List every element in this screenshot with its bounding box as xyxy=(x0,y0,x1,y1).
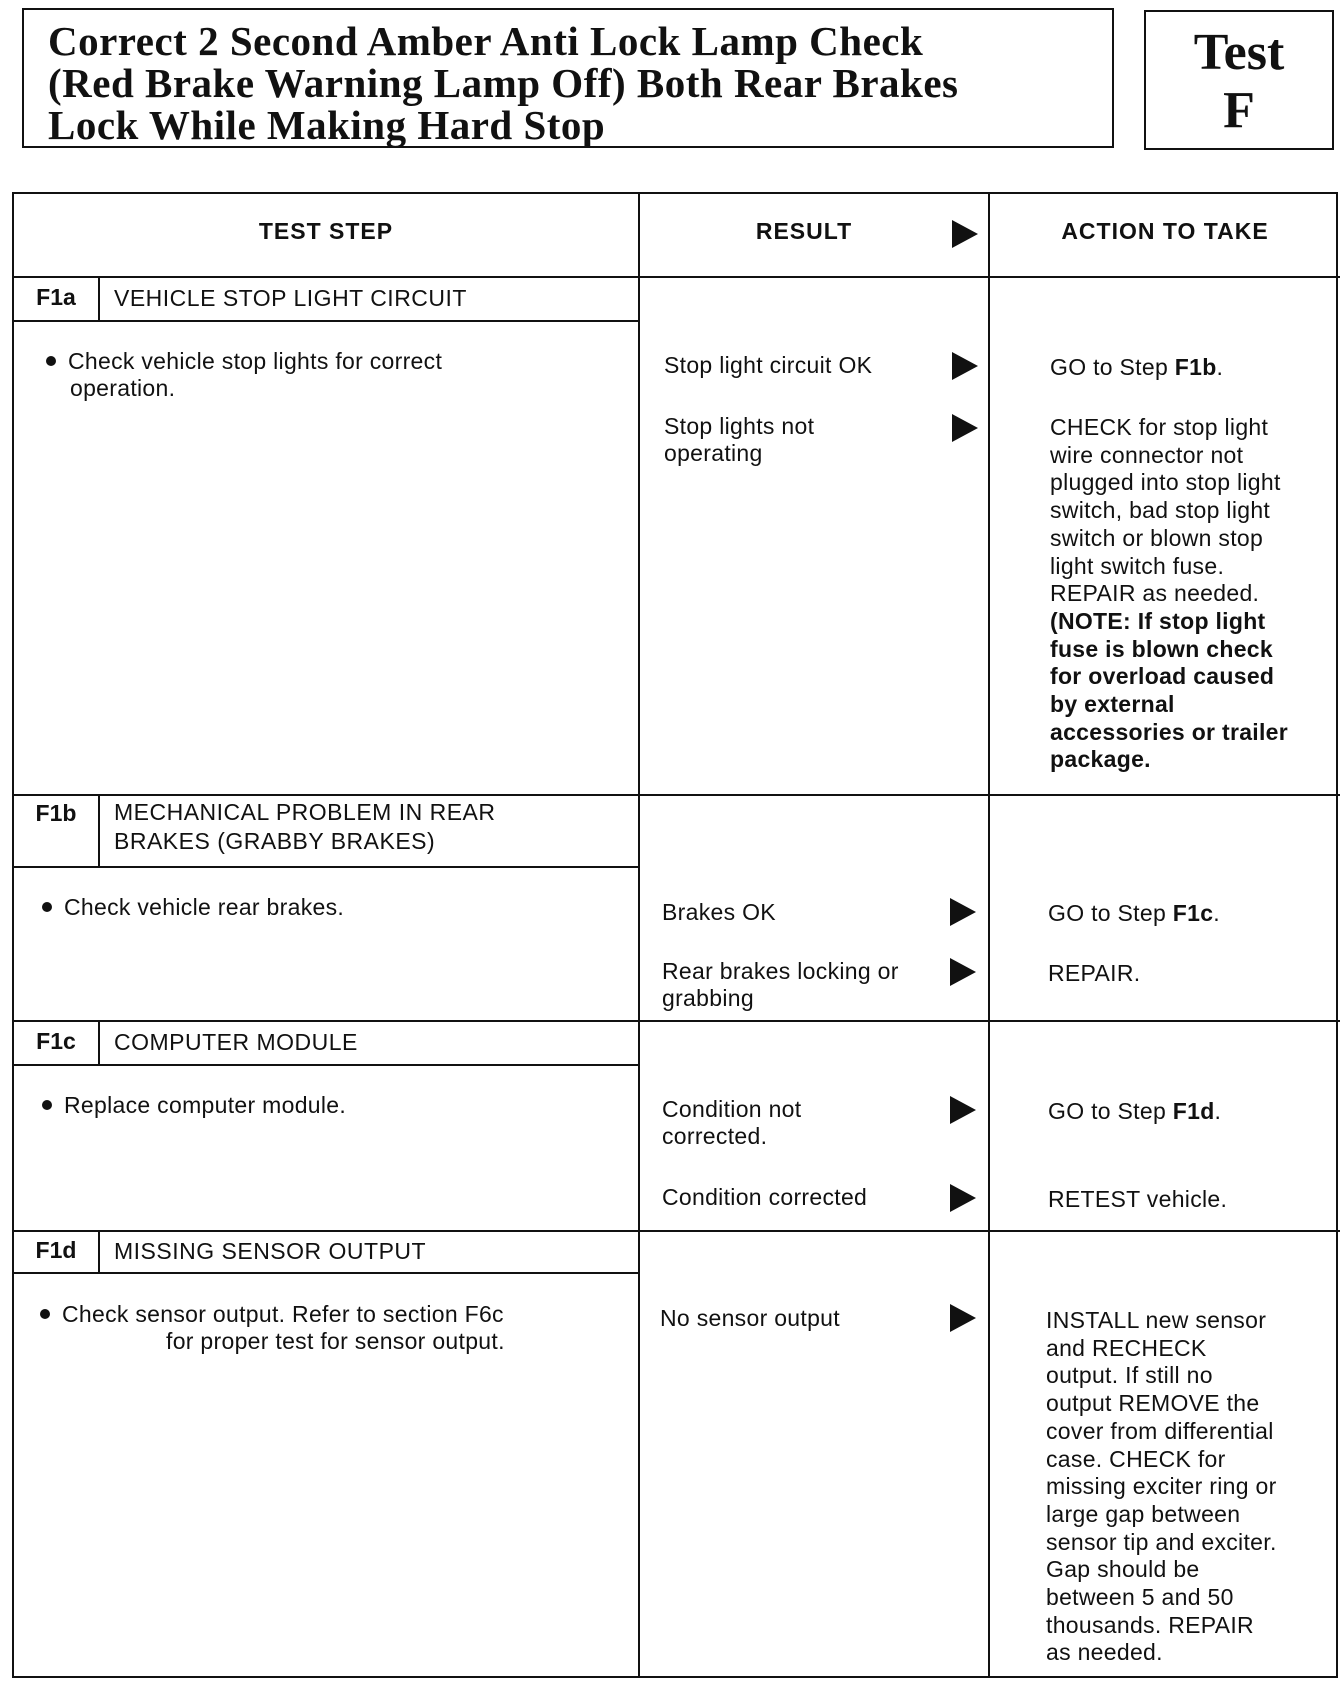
step-divider xyxy=(14,1020,1340,1022)
action-suffix: . xyxy=(1213,900,1220,926)
result-text xyxy=(664,413,954,467)
step-instruction xyxy=(46,348,442,402)
column-header-action: ACTION TO TAKE xyxy=(1061,218,1269,244)
arrow-right-icon xyxy=(952,352,978,380)
column-header-result: RESULT xyxy=(755,218,853,244)
action-line: output REMOVE the xyxy=(1046,1390,1260,1417)
action-line: wire connector not xyxy=(1050,441,1244,468)
step-id: F1a xyxy=(36,284,76,310)
action-prefix: GO to Step xyxy=(1050,354,1175,380)
result-text xyxy=(662,1096,952,1150)
action-step-ref: F1d xyxy=(1172,1098,1215,1124)
action-line: output. If still no xyxy=(1046,1362,1213,1389)
action-line: between 5 and 50 xyxy=(1046,1584,1234,1611)
arrow-right-icon xyxy=(950,958,976,986)
bullet-icon xyxy=(40,1309,50,1319)
arrow-right-icon xyxy=(952,414,978,442)
action-text xyxy=(1050,414,1340,774)
title-line: (Red Brake Warning Lamp Off) Both Rear Brakes xyxy=(48,60,959,106)
action-line: thousands. REPAIR xyxy=(1046,1611,1254,1638)
action-line: cover from differential xyxy=(1046,1417,1274,1444)
result-text xyxy=(662,958,952,1012)
arrow-right-icon xyxy=(950,1184,976,1212)
title-line: Correct 2 Second Amber Anti Lock Lamp Check xyxy=(48,18,924,64)
arrow-right-icon xyxy=(950,1096,976,1124)
instruction-line: Check vehicle rear brakes. xyxy=(64,894,345,920)
action-line: INSTALL new sensor xyxy=(1046,1307,1267,1333)
instruction-line: Check vehicle stop lights for correct xyxy=(68,348,443,374)
instruction-line: operation. xyxy=(70,375,176,401)
note-line: package. xyxy=(1050,746,1151,773)
action-line: sensor tip and exciter. xyxy=(1046,1528,1277,1555)
action-line: switch or blown stop xyxy=(1050,524,1264,551)
note-line: by external xyxy=(1050,691,1175,718)
title-box xyxy=(22,8,1114,148)
step-instruction xyxy=(42,894,344,921)
action-line: Gap should be xyxy=(1046,1556,1200,1583)
test-id-box xyxy=(1144,10,1334,150)
title-line: Lock While Making Hard Stop xyxy=(48,102,606,148)
step-title-divider xyxy=(14,1272,638,1274)
step-title-line: MECHANICAL PROBLEM IN REAR xyxy=(114,799,496,825)
action-prefix: GO to Step xyxy=(1048,900,1173,926)
step-title: VEHICLE STOP LIGHT CIRCUIT xyxy=(114,285,467,311)
bullet-icon xyxy=(42,1100,52,1110)
bullet-icon xyxy=(46,356,56,366)
action-line: switch, bad stop light xyxy=(1050,497,1271,524)
note-line: for overload caused xyxy=(1050,663,1275,690)
step-title: MISSING SENSOR OUTPUT xyxy=(114,1238,427,1264)
action-text xyxy=(1048,1098,1338,1126)
action-line: as needed. xyxy=(1046,1639,1163,1666)
column-divider xyxy=(638,194,640,1676)
page-title xyxy=(48,20,1108,146)
note-line: accessories or trailer xyxy=(1050,718,1289,745)
action-line: large gap between xyxy=(1046,1500,1241,1527)
action-line: plugged into stop light xyxy=(1050,469,1281,496)
action-text xyxy=(1046,1307,1336,1667)
action-line: REPAIR as needed. xyxy=(1050,580,1260,607)
action-line: missing exciter ring or xyxy=(1046,1473,1277,1500)
step-title-divider xyxy=(14,866,638,868)
arrow-right-icon xyxy=(950,1304,976,1332)
column-header-test-step: TEST STEP xyxy=(258,218,394,244)
result-text: No sensor output xyxy=(660,1305,840,1331)
step-instruction xyxy=(40,1301,505,1355)
step-title: COMPUTER MODULE xyxy=(114,1029,358,1055)
action-suffix: . xyxy=(1214,1098,1222,1124)
arrow-right-icon xyxy=(950,898,976,926)
instruction-line: Check sensor output. Refer to section F6c xyxy=(62,1301,504,1327)
result-line: corrected. xyxy=(662,1123,768,1149)
action-suffix: . xyxy=(1216,354,1224,380)
test-letter: F xyxy=(1223,82,1255,139)
action-text: REPAIR. xyxy=(1048,960,1141,986)
action-line: light switch fuse. xyxy=(1050,552,1225,579)
test-label: Test xyxy=(1193,24,1285,81)
step-divider xyxy=(14,1230,1340,1232)
result-line: Condition not xyxy=(662,1096,802,1122)
arrow-right-icon xyxy=(952,220,978,248)
action-line: case. CHECK for xyxy=(1046,1445,1226,1472)
step-title xyxy=(114,798,496,856)
action-step-ref: F1b xyxy=(1174,354,1217,380)
action-text: RETEST vehicle. xyxy=(1048,1186,1228,1212)
step-title-divider xyxy=(14,320,638,322)
result-line: operating xyxy=(664,440,763,466)
result-line: Stop lights not xyxy=(664,413,815,439)
instruction-line: Replace computer module. xyxy=(64,1092,347,1118)
action-prefix: GO to Step xyxy=(1048,1098,1173,1124)
result-text: Brakes OK xyxy=(662,899,776,925)
step-id: F1c xyxy=(36,1028,76,1054)
test-table xyxy=(12,192,1338,1678)
action-text xyxy=(1050,354,1340,382)
action-line: and RECHECK xyxy=(1046,1334,1207,1361)
result-line: grabbing xyxy=(662,985,754,1011)
step-divider xyxy=(14,794,1340,796)
note-line: (NOTE: If stop light xyxy=(1050,607,1266,634)
header-divider xyxy=(14,276,1340,278)
step-title-line: BRAKES (GRABBY BRAKES) xyxy=(114,828,436,854)
note-line: fuse is blown check xyxy=(1050,635,1273,662)
result-text: Condition corrected xyxy=(662,1184,868,1210)
step-id: F1d xyxy=(35,1237,77,1263)
action-line: CHECK for stop light xyxy=(1050,414,1269,440)
instruction-line: for proper test for sensor output. xyxy=(166,1328,505,1354)
result-line: Rear brakes locking or xyxy=(662,958,899,984)
step-instruction xyxy=(42,1092,346,1119)
action-step-ref: F1c xyxy=(1172,900,1214,926)
action-text xyxy=(1048,900,1338,928)
step-title-divider xyxy=(14,1064,638,1066)
step-id: F1b xyxy=(35,800,77,826)
column-divider xyxy=(988,194,990,1676)
result-text: Stop light circuit OK xyxy=(664,352,873,378)
bullet-icon xyxy=(42,902,52,912)
